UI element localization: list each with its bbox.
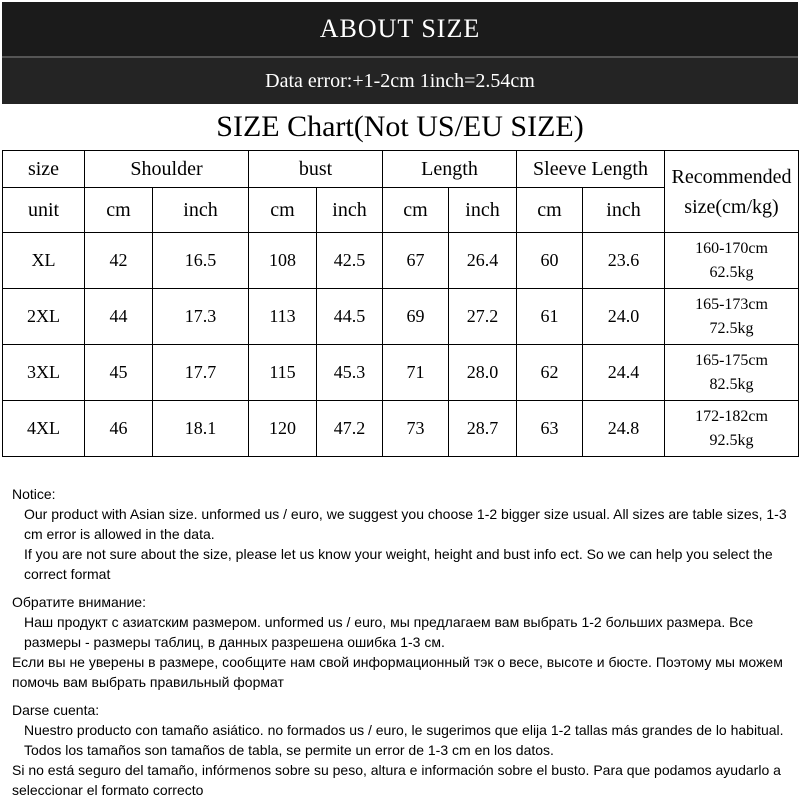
cell-size: XL bbox=[3, 233, 85, 289]
cell-rec-weight: 72.5kg bbox=[709, 319, 754, 337]
cell-bust-cm: 113 bbox=[249, 289, 317, 345]
about-size-banner bbox=[2, 2, 798, 56]
cell-sleeve-cm: 60 bbox=[517, 233, 583, 289]
cell-size: 4XL bbox=[3, 401, 85, 457]
cell-rec-height: 160-170cm bbox=[695, 239, 768, 257]
table-row bbox=[3, 345, 799, 401]
cell-rec-height: 165-175cm bbox=[695, 351, 768, 369]
unit-inch: inch bbox=[317, 188, 383, 233]
table-row bbox=[3, 289, 799, 345]
cell-length-inch: 27.2 bbox=[449, 289, 517, 345]
table-header-row bbox=[3, 151, 799, 188]
cell-rec-weight: 82.5kg bbox=[709, 375, 754, 393]
cell-bust-inch: 44.5 bbox=[317, 289, 383, 345]
size-chart-title: SIZE Chart(Not US/EU SIZE) bbox=[2, 104, 798, 151]
header-length: Length bbox=[383, 151, 517, 188]
cell-rec-height: 165-173cm bbox=[695, 295, 768, 313]
cell-rec-weight: 62.5kg bbox=[709, 263, 754, 281]
cell-length-cm: 67 bbox=[383, 233, 449, 289]
notice-en-paragraph-2: If you are not sure about the size, please let us know your weight, height and bust info ect. So we can help you select the correct format bbox=[24, 546, 773, 582]
cell-shoulder-cm: 44 bbox=[85, 289, 153, 345]
unit-inch: inch bbox=[449, 188, 517, 233]
header-sleeve-length: Sleeve Length bbox=[517, 151, 665, 188]
cell-size: 3XL bbox=[3, 345, 85, 401]
cell-length-cm: 71 bbox=[383, 345, 449, 401]
cell-shoulder-cm: 42 bbox=[85, 233, 153, 289]
notice-en-title: Notice: bbox=[12, 486, 56, 502]
notice-es-title: Darse cuenta: bbox=[12, 702, 100, 718]
notice-ru-paragraph-1: Наш продукт с азиатским размером. unformed us / euro, мы предлагаем вам выбрать 1-2 больших размера. Все размеры - размеры таблиц, в данных разрешена ошибка 1-3 см. bbox=[24, 614, 754, 650]
cell-sleeve-inch: 24.0 bbox=[583, 289, 665, 345]
cell-bust-inch: 45.3 bbox=[317, 345, 383, 401]
cell-rec-height: 172-182cm bbox=[695, 407, 768, 425]
header-bust: bust bbox=[249, 151, 383, 188]
unit-cm: cm bbox=[517, 188, 583, 233]
cell-sleeve-cm: 63 bbox=[517, 401, 583, 457]
cell-size: 2XL bbox=[3, 289, 85, 345]
header-recommended-line2: size(cm/kg) bbox=[684, 195, 779, 218]
table-row bbox=[3, 233, 799, 289]
cell-shoulder-cm: 45 bbox=[85, 345, 153, 401]
cell-recommended bbox=[665, 289, 799, 345]
cell-length-inch: 28.0 bbox=[449, 345, 517, 401]
cell-length-cm: 73 bbox=[383, 401, 449, 457]
table-row bbox=[3, 401, 799, 457]
data-error-text: Data error:+1-2cm 1inch=2.54cm bbox=[265, 69, 535, 92]
notice-es-paragraph-1: Nuestro producto con tamaño asiático. no formados us / euro, le sugerimos que elija 1-2 tallas más grandes de lo habitual. Todos los tamaños son tamaños de tabla, se permite un error de 1-3 cm en los datos. bbox=[24, 722, 784, 758]
notice-section bbox=[12, 484, 796, 800]
unit-label: unit bbox=[3, 188, 85, 233]
about-size-title: ABOUT SIZE bbox=[319, 14, 481, 43]
cell-sleeve-inch: 24.8 bbox=[583, 401, 665, 457]
cell-recommended bbox=[665, 345, 799, 401]
cell-sleeve-cm: 61 bbox=[517, 289, 583, 345]
cell-shoulder-inch: 16.5 bbox=[153, 233, 249, 289]
unit-cm: cm bbox=[85, 188, 153, 233]
data-error-banner bbox=[2, 56, 798, 104]
cell-bust-inch: 42.5 bbox=[317, 233, 383, 289]
cell-bust-cm: 108 bbox=[249, 233, 317, 289]
unit-cm: cm bbox=[383, 188, 449, 233]
cell-shoulder-inch: 18.1 bbox=[153, 401, 249, 457]
cell-shoulder-inch: 17.3 bbox=[153, 289, 249, 345]
cell-recommended bbox=[665, 401, 799, 457]
cell-sleeve-inch: 24.4 bbox=[583, 345, 665, 401]
cell-sleeve-cm: 62 bbox=[517, 345, 583, 401]
header-shoulder: Shoulder bbox=[85, 151, 249, 188]
header-recommended bbox=[665, 151, 799, 233]
unit-cm: cm bbox=[249, 188, 317, 233]
notice-en-paragraph-1: Our product with Asian size. unformed us / euro, we suggest you choose 1-2 bigger size usual. All sizes are table sizes, 1-3 cm error is allowed in the data. bbox=[24, 506, 787, 542]
unit-inch: inch bbox=[153, 188, 249, 233]
unit-inch: inch bbox=[583, 188, 665, 233]
notice-ru-title: Обратите внимание: bbox=[12, 594, 146, 610]
cell-sleeve-inch: 23.6 bbox=[583, 233, 665, 289]
cell-length-cm: 69 bbox=[383, 289, 449, 345]
cell-bust-inch: 47.2 bbox=[317, 401, 383, 457]
cell-length-inch: 26.4 bbox=[449, 233, 517, 289]
notice-ru-paragraph-2: Если вы не уверены в размере, сообщите нам свой информационный тэк о весе, высоте и бюсте. Поэтому мы можем помочь вам выбрать правильный формат bbox=[12, 654, 783, 690]
cell-length-inch: 28.7 bbox=[449, 401, 517, 457]
cell-shoulder-inch: 17.7 bbox=[153, 345, 249, 401]
cell-rec-weight: 92.5kg bbox=[709, 431, 754, 449]
cell-recommended bbox=[665, 233, 799, 289]
cell-shoulder-cm: 46 bbox=[85, 401, 153, 457]
notice-es-paragraph-2: Si no está seguro del tamaño, infórmenos sobre su peso, altura e información sobre el busto. Para que podamos ayudarlo a seleccionar el formato correcto bbox=[12, 762, 781, 798]
header-recommended-line1: Recommended bbox=[671, 165, 792, 188]
size-table bbox=[2, 150, 799, 457]
cell-bust-cm: 115 bbox=[249, 345, 317, 401]
header-size: size bbox=[3, 151, 85, 188]
cell-bust-cm: 120 bbox=[249, 401, 317, 457]
